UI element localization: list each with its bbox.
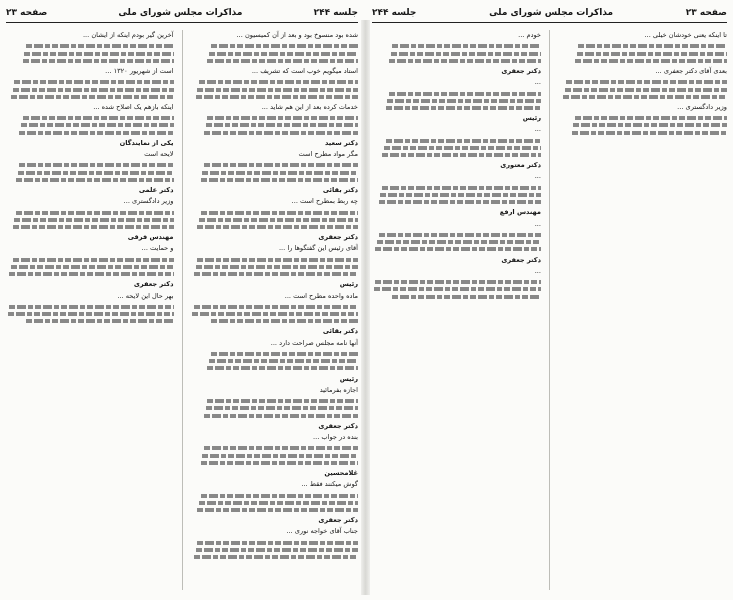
speaker-name: دکتر معتوری: [500, 161, 541, 170]
text-line: [389, 59, 541, 63]
body-text: بهر حال این لایحه ...: [117, 291, 174, 300]
text-line: [199, 501, 358, 505]
right-header-rule: [372, 22, 727, 23]
text-line: [9, 305, 173, 309]
left-column-separator: [182, 30, 183, 590]
body-text: و حمایت ...: [141, 244, 174, 253]
text-line: [197, 508, 358, 512]
right-page-session: جلسه ۲۴۴: [372, 8, 417, 18]
body-text: ...: [534, 125, 541, 134]
right-page: [372, 8, 727, 590]
text-line: [21, 123, 173, 127]
text-line: [375, 247, 541, 251]
text-line: [207, 366, 358, 370]
text-line: [23, 59, 174, 63]
speaker-name: دکتر جعفری: [501, 255, 541, 264]
speaker-name: غلامحسین: [324, 468, 358, 477]
left-header-rule: [6, 22, 358, 23]
text-line: [391, 52, 541, 56]
text-line: [13, 88, 174, 92]
left-page-right-column: [191, 30, 359, 590]
speaker-name: یکی از نمایندگان: [119, 138, 174, 147]
text-line: [392, 44, 541, 48]
body-text: جناب آقای خواجه نوری ...: [286, 527, 358, 536]
text-line: [8, 312, 174, 316]
text-line: [377, 240, 541, 244]
text-line: [387, 99, 541, 103]
text-line: [196, 95, 358, 99]
text-line: [13, 258, 174, 262]
body-text: وزیر دادگستری ...: [123, 197, 174, 206]
right-page-right-column: [558, 30, 727, 590]
speaker-name: دکتر جعفری: [318, 516, 358, 525]
text-line: [204, 131, 358, 135]
text-line: [380, 193, 541, 197]
text-line: [9, 272, 173, 276]
left-page-left-column: [6, 30, 174, 590]
text-line: [13, 225, 174, 229]
body-text: چه ربط بمطرح است ...: [291, 197, 358, 206]
body-text: بنده در جواب ...: [313, 433, 358, 441]
text-line: [207, 59, 358, 63]
speaker-name: رئیس: [522, 114, 541, 123]
text-line: [202, 171, 358, 175]
text-line: [204, 163, 358, 167]
body-text: مگر مواد مطرح است: [298, 150, 358, 159]
text-line: [16, 178, 173, 182]
text-line: [206, 406, 358, 410]
right-page-header: [372, 6, 727, 20]
speaker-name: دکتر علمی: [138, 186, 174, 195]
body-text: وزیر دادگستری ...: [677, 102, 727, 111]
speaker-name: رئیس: [339, 280, 358, 289]
text-line: [211, 44, 358, 48]
text-line: [379, 200, 541, 204]
body-text: شده بود منسوخ بود و بعد از آن کمیسیون ...: [236, 31, 358, 39]
text-line: [389, 92, 541, 96]
text-line: [11, 95, 173, 99]
text-line: [197, 541, 358, 545]
body-text: گوش میکنند فقط ...: [301, 480, 358, 489]
text-line: [14, 80, 173, 84]
body-text: خدمات کرده بعد از این هم شاید ...: [261, 102, 358, 111]
body-text: آنها نامه مجلس صراحت دارد ...: [270, 338, 358, 347]
body-text: ماده واحده مطرح است ...: [284, 291, 358, 300]
text-line: [197, 225, 358, 229]
text-line: [382, 153, 541, 157]
text-line: [16, 211, 173, 215]
speaker-name: دکتر بقائی: [322, 327, 358, 336]
text-line: [566, 80, 727, 84]
left-page-number: صفحه ۲۳: [6, 8, 48, 18]
text-line: [194, 555, 358, 559]
body-text: است از شهریور ۱۳۲۰ ...: [105, 66, 174, 75]
text-line: [392, 295, 541, 299]
text-line: [577, 52, 727, 56]
text-line: [194, 272, 358, 276]
body-text: لایحه است: [144, 150, 174, 159]
book-gutter: [361, 20, 370, 595]
speaker-name: دکتر جعفری: [133, 280, 174, 289]
text-line: [207, 399, 358, 403]
left-page-title: مذاکرات مجلس شورای ملی: [118, 8, 243, 18]
body-text: اینکه بازهم یک اصلاح شده ...: [93, 102, 174, 111]
right-column-separator: [549, 30, 550, 590]
text-line: [199, 218, 358, 222]
text-line: [204, 446, 358, 450]
body-text: استاد میگویم خوب است که تشریف ...: [251, 66, 358, 75]
text-line: [209, 359, 358, 363]
text-line: [14, 218, 173, 222]
body-text: تا اینکه یعنی خودشان خیلی ...: [644, 31, 727, 39]
left-page-session: جلسه ۲۴۴: [313, 8, 358, 18]
speaker-name: مهندس ارفع: [499, 208, 541, 217]
text-line: [201, 461, 358, 465]
text-line: [572, 131, 727, 135]
text-line: [11, 265, 173, 269]
speaker-name: دکتر جعفری: [318, 421, 358, 430]
text-line: [197, 88, 358, 92]
body-text: آخرین گیر بودم اینکه از ایشان ...: [82, 31, 174, 39]
text-line: [19, 163, 173, 167]
text-line: [197, 258, 358, 262]
speaker-name: دکتر سعید: [324, 138, 358, 147]
right-page-left-column: [372, 30, 541, 590]
left-page: [6, 8, 358, 590]
text-line: [18, 171, 174, 175]
text-line: [375, 280, 541, 284]
text-line: [26, 44, 173, 48]
text-line: [575, 59, 727, 63]
text-line: [202, 454, 358, 458]
body-text: بعدی آقای دکتر جعفری ...: [655, 66, 727, 75]
text-line: [201, 178, 358, 182]
text-line: [199, 80, 358, 84]
text-line: [196, 265, 358, 269]
text-line: [573, 123, 727, 127]
speaker-name: رئیس: [339, 374, 358, 383]
left-page-header: [6, 6, 358, 20]
body-text: خودم ...: [518, 31, 541, 39]
text-line: [384, 146, 541, 150]
text-line: [379, 233, 541, 237]
body-text: ...: [534, 266, 541, 275]
text-line: [201, 494, 358, 498]
text-line: [207, 116, 358, 120]
text-line: [201, 211, 358, 215]
speaker-name: مهندس فرقی: [127, 233, 174, 242]
body-text: ...: [534, 78, 541, 87]
text-line: [211, 352, 358, 356]
body-text: اجازه بفرمائید: [319, 385, 358, 394]
speaker-name: دکتر جعفری: [318, 233, 358, 242]
text-line: [26, 319, 173, 323]
body-text: ...: [534, 172, 541, 181]
text-line: [192, 312, 358, 316]
text-line: [209, 52, 358, 56]
text-line: [578, 44, 727, 48]
text-line: [194, 305, 358, 309]
right-page-number: صفحه ۲۳: [685, 8, 727, 18]
text-line: [374, 287, 541, 291]
text-line: [386, 139, 541, 143]
text-line: [211, 319, 358, 323]
text-line: [575, 116, 727, 120]
speaker-name: دکتر بقائی: [322, 186, 358, 195]
text-line: [196, 548, 358, 552]
text-line: [563, 95, 727, 99]
text-line: [386, 106, 541, 110]
text-line: [565, 88, 727, 92]
body-text: ...: [534, 219, 541, 228]
text-line: [24, 52, 173, 56]
text-line: [206, 123, 358, 127]
right-page-title: مذاکرات مجلس شورای ملی: [489, 8, 614, 18]
text-line: [204, 414, 358, 418]
body-text: آقای رئیس این گفتگوها را ...: [278, 244, 358, 253]
text-line: [19, 131, 173, 135]
text-line: [382, 186, 541, 190]
speaker-name: دکتر جعفری: [501, 66, 541, 75]
text-line: [23, 116, 174, 120]
